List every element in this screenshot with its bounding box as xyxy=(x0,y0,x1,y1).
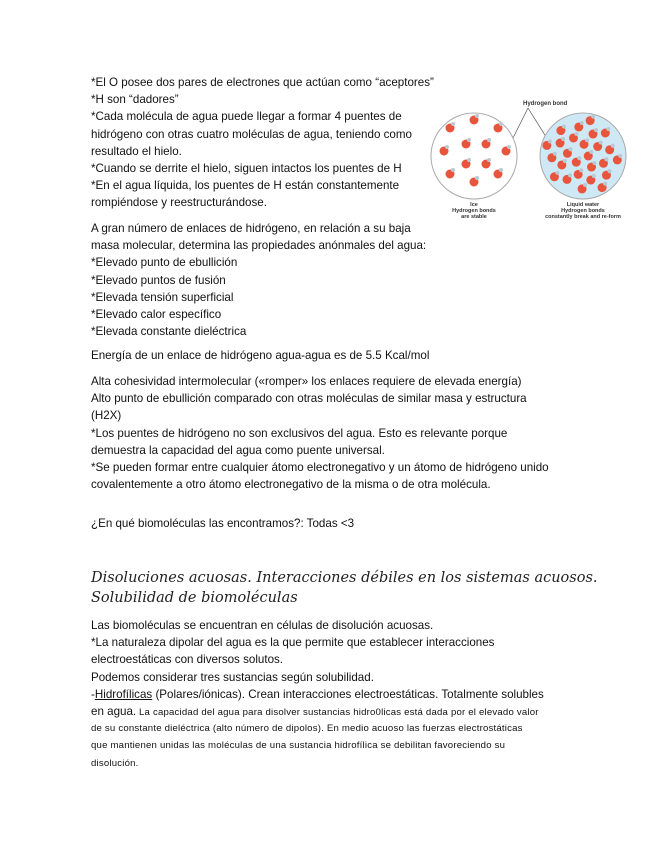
text-line: covalentemente a otro átomo electronegativo de la misma o de otra molécula. xyxy=(91,478,491,492)
text-line: *Elevado punto de ebullición xyxy=(91,256,238,270)
text-line: *Cada molécula de agua puede llegar a formar 4 puentes de xyxy=(91,110,402,124)
hydrogen-atom xyxy=(553,152,557,156)
text-line: disolución. xyxy=(91,757,139,769)
text-line: hidrógeno con otras cuatro moléculas de agua, teniendo como xyxy=(91,127,412,141)
hydrogen-atom xyxy=(611,144,615,148)
hydrogen-atom xyxy=(568,173,572,177)
text-line: Alta cohesividad intermolecular («romper» los enlaces requiere de elevada energía) xyxy=(91,375,522,388)
text-line: *Cuando se derrite el hielo, siguen intactos los puentes de H xyxy=(91,161,402,175)
hydrogen-atom xyxy=(593,161,597,165)
hydrogen-atom xyxy=(475,114,479,118)
hydrogen-atom xyxy=(467,158,471,162)
text-line: *El O posee dos pares de electrones que actúan como “aceptores” xyxy=(91,76,434,89)
hydrogen-atom xyxy=(618,154,622,158)
text: La capacidad del agua para disolver sustancias hidro0licas está dada por el elevado valor xyxy=(136,706,539,718)
text-line: Podemos considerar tres sustancias según solubilidad. xyxy=(91,670,374,684)
text-line: masa molecular, determina las propiedades anónmales del agua: xyxy=(91,239,427,253)
question-text: ¿En qué biomoléculas las encontramos?: Todas <3 xyxy=(91,517,355,530)
hydrogen-atom xyxy=(594,128,598,132)
solubility-paragraph xyxy=(91,617,544,772)
hydrogen-atom xyxy=(580,121,584,125)
hydrogen-atom xyxy=(592,174,596,178)
text-line: *Los puentes de hidrógeno no son exclusivos del agua. Esto es relevante porque xyxy=(91,426,508,440)
hydrogen-atom xyxy=(579,168,583,172)
hydrogen-atom xyxy=(561,137,565,141)
hydrogen-atom xyxy=(487,158,491,162)
hydrogen-atom xyxy=(555,171,559,175)
hydrophilic-term: Hidrofílicas xyxy=(94,687,153,701)
hydrogen-bond-figure xyxy=(428,96,628,220)
hydrogen-atom xyxy=(499,168,503,172)
hydrogen-atom xyxy=(583,183,587,187)
hydrogen-atom xyxy=(548,139,552,143)
cohesion-paragraph xyxy=(91,373,549,493)
text-line: demuestra la capacidad del agua como puente universal. xyxy=(91,443,385,457)
hydrophilic-line xyxy=(91,703,544,720)
hydrogen-atom xyxy=(562,125,566,129)
hydrophilic-line xyxy=(91,686,544,703)
water-caption: constantly break and re-form xyxy=(545,214,621,220)
hydrogen-atom xyxy=(507,145,511,149)
text-line: rompiéndose y reestructurándose. xyxy=(91,196,267,210)
hydrogen-atom xyxy=(568,147,572,151)
hydrogen-atom xyxy=(445,145,449,149)
text-line: Alto punto de ebullición comparado con otras moléculas de similar masa y estructura xyxy=(91,392,527,406)
text-line: A gran número de enlaces de hidrógeno, en relación a su baja xyxy=(91,222,411,235)
ice-caption: are stable xyxy=(461,214,487,220)
text-line: *Elevada constante dieléctrica xyxy=(91,325,247,339)
hydrogen-atom xyxy=(606,127,610,131)
hydrogen-atom xyxy=(451,122,455,126)
text-line: (H2X) xyxy=(91,409,122,423)
text-line: electroestáticas con diversos solutos. xyxy=(91,653,284,667)
text-line: *En el agua líquida, los puentes de H están constantemente xyxy=(91,179,400,193)
heading-line: Solubilidad de biomoléculas xyxy=(91,590,298,606)
hydrogen-atom xyxy=(451,168,455,172)
water-caption: Liquid water xyxy=(566,202,600,208)
text-line: *Elevado calor específico xyxy=(91,307,222,321)
text-line: *Elevada tensión superficial xyxy=(91,290,234,304)
text-line: de su constante dieléctrica (alto número de dipolos). En medio acuoso las fuerzas electrostáticas xyxy=(91,723,523,735)
water-caption: Hydrogen bonds xyxy=(561,208,605,214)
properties-list xyxy=(91,220,426,340)
hydrogen-atom xyxy=(591,115,595,119)
ice-caption: Hydrogen bonds xyxy=(452,208,496,214)
text-line: *H son “dadores” xyxy=(91,93,179,107)
hydrogen-atom xyxy=(599,141,603,145)
hydrogen-atom xyxy=(585,138,589,142)
hydrogen-atom xyxy=(574,132,578,136)
hydrogen-atom xyxy=(603,182,607,186)
text-line: resultado el hielo. xyxy=(91,144,182,158)
text: (Polares/iónicas). Crean interacciones electroestáticas. Totalmente solubles xyxy=(152,687,544,701)
hydrogen-atom xyxy=(563,159,567,163)
hydrogen-atom xyxy=(499,122,503,126)
energy-text: Energía de un enlace de hidrógeno agua-agua es de 5.5 Kcal/mol xyxy=(91,349,430,362)
hydrogen-atom xyxy=(607,169,611,173)
text-line: que mantienen unidas las moléculas de una sustancia hidrofílica se debilitan favoreciendo su xyxy=(91,740,506,752)
hydrogen-atom xyxy=(487,138,491,142)
text: en agua. xyxy=(91,704,137,718)
text-line: *Elevado puntos de fusión xyxy=(91,273,226,287)
hydrogen-atom xyxy=(604,157,608,161)
ice-caption: Ice xyxy=(470,202,478,208)
hydrogen-atom xyxy=(467,138,471,142)
text-line: *Se pueden formar entre cualquier átomo electronegativo y un átomo de hidrógeno unido xyxy=(91,460,549,474)
dash: - xyxy=(91,687,95,701)
hydrogen-atom xyxy=(475,176,479,180)
hydrogen-atom xyxy=(577,156,581,160)
hydrogen-atom xyxy=(589,150,593,154)
water-bonds-list xyxy=(91,74,434,212)
section-heading xyxy=(91,568,598,608)
heading-line: Disoluciones acuosas. Interacciones débiles en los sistemas acuosos. xyxy=(91,570,598,586)
text-line: Las biomoléculas se encuentran en células de disolución acuosas. xyxy=(91,619,434,632)
figure-top-label: Hydrogen bond xyxy=(523,101,568,107)
text-line: *La naturaleza dipolar del agua es la que permite que establecer interacciones xyxy=(91,636,495,650)
